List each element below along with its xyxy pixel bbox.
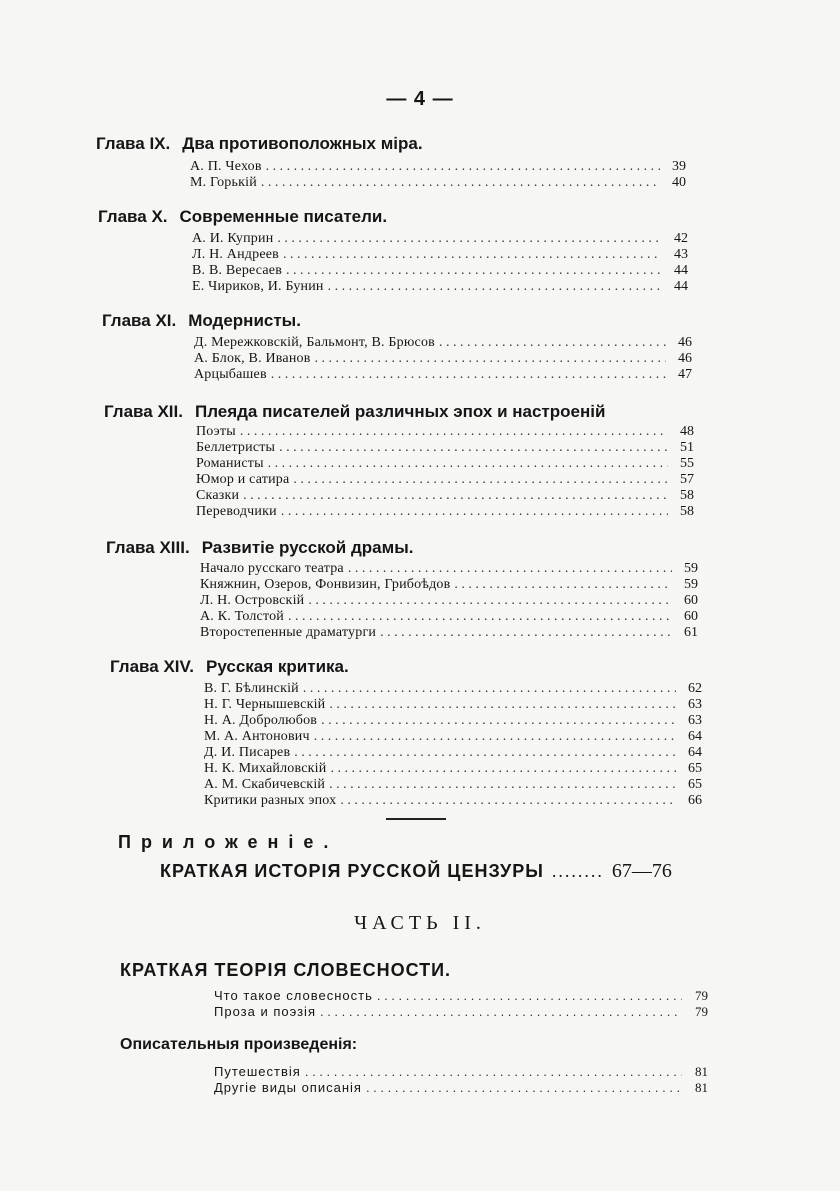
chapter-title: Современные писатели. (179, 207, 388, 226)
dot-leader (329, 777, 676, 793)
entry-title: Н. А. Добролюбов (204, 713, 318, 728)
chapter-13-entries (200, 561, 698, 641)
entry-title: Д. Мережковскій, Бальмонт, В. Брюсов (194, 335, 435, 350)
chapter-title: Русская критика. (206, 657, 349, 676)
entry-title: Второстепенные драматурги (200, 625, 377, 640)
chapter-label: Глава X. (98, 207, 168, 226)
entry-title: Арцыбашев (194, 367, 267, 382)
toc-entry (196, 456, 694, 472)
entry-page: 79 (695, 1004, 708, 1019)
entry-title: Л. Н. Андреев (192, 247, 279, 262)
toc-entry (200, 609, 698, 625)
descriptive-entries (214, 1064, 708, 1096)
chapter-14-entries (204, 681, 702, 809)
toc-entry (204, 793, 702, 809)
entry-title: Другіе виды описанія (214, 1080, 362, 1095)
toc-entry (204, 713, 702, 729)
chapter-label: Глава XI. (102, 311, 177, 330)
dot-leader (315, 351, 666, 367)
toc-entry (200, 625, 698, 641)
appendix-entry (160, 860, 708, 883)
appendix-title: КРАТКАЯ ИСТОРІЯ РУССКОЙ ЦЕНЗУРЫ (160, 861, 544, 881)
dot-leader (330, 761, 676, 777)
descriptive-title: Описательныя произведенія: (120, 1036, 358, 1053)
chapter-label: Глава XII. (104, 402, 183, 421)
dot-leader (314, 729, 676, 745)
entry-page: 44 (674, 263, 688, 278)
dot-leader (366, 1080, 682, 1096)
chapter-heading (98, 207, 387, 227)
entry-title: Путешествія (214, 1064, 301, 1079)
entry-page: 65 (688, 777, 702, 792)
part-title: ЧАСТЬ II. (354, 912, 486, 934)
entry-title: Юмор и сатира (196, 472, 290, 487)
toc-entry (194, 335, 692, 351)
theory-entries (214, 988, 708, 1020)
entry-page: 65 (688, 761, 702, 776)
dot-leader (305, 1064, 682, 1080)
dot-leader (328, 279, 662, 295)
appendix-leader: ........ (551, 861, 604, 881)
entry-title: Романисты (196, 456, 264, 471)
dot-leader (293, 472, 668, 488)
entry-page: 81 (695, 1080, 708, 1095)
toc-entry (196, 488, 694, 504)
appendix-pages: 67—76 (611, 860, 672, 882)
toc-entry (214, 1004, 708, 1020)
entry-title: М. А. Антонович (204, 729, 310, 744)
chapter-14 (110, 657, 349, 681)
entry-title: Беллетристы (196, 440, 276, 455)
entry-title: Переводчики (196, 504, 277, 519)
entry-page: 46 (678, 335, 692, 350)
toc-entry (200, 561, 698, 577)
entry-page: 55 (680, 456, 694, 471)
toc-entry (196, 424, 694, 440)
entry-title: В. В. Вересаев (192, 263, 283, 278)
dot-leader (380, 625, 672, 641)
chapter-label: Глава XIII. (106, 538, 190, 557)
entry-title: А. П. Чехов (190, 159, 262, 174)
chapter-title: Модернисты. (188, 311, 301, 330)
toc-entry (214, 988, 708, 1004)
dot-leader (281, 504, 668, 520)
entry-title: В. Г. Бѣлинскій (204, 681, 299, 696)
entry-title: Л. Н. Островскій (200, 593, 305, 608)
toc-entry (196, 472, 694, 488)
entry-title: Поэты (196, 424, 236, 439)
entry-title: М. Горькій (190, 175, 257, 190)
toc-entry (204, 745, 702, 761)
dot-leader (340, 793, 676, 809)
chapter-10-entries (192, 231, 688, 295)
dot-leader (243, 488, 668, 504)
chapter-heading (110, 657, 349, 677)
toc-entry (194, 367, 692, 383)
entry-page: 60 (684, 593, 698, 608)
toc-entry (190, 175, 686, 191)
chapter-title: Плеяда писателей различных эпох и настроеній (194, 402, 606, 421)
chapter-heading (102, 311, 301, 331)
dot-leader (283, 247, 662, 263)
entry-page: 64 (688, 729, 702, 744)
entry-title: Начало русскаго театра (200, 561, 344, 576)
chapter-label: Глава XIV. (110, 657, 195, 676)
page-number: — 4 — (386, 88, 454, 110)
entry-page: 57 (680, 472, 694, 487)
entry-page: 48 (680, 424, 694, 439)
dot-leader (266, 159, 660, 175)
chapter-10 (98, 207, 387, 231)
entry-page: 43 (674, 247, 688, 262)
entry-page: 51 (680, 440, 694, 455)
section-divider (386, 818, 446, 820)
entry-page: 46 (678, 351, 692, 366)
entry-page: 58 (680, 488, 694, 503)
chapter-9-entries (190, 159, 686, 191)
toc-entry (196, 504, 694, 520)
toc-entry (200, 577, 698, 593)
chapter-heading (106, 538, 413, 558)
entry-title: Д. И. Писарев (204, 745, 291, 760)
dot-leader (303, 681, 676, 697)
entry-page: 61 (684, 625, 698, 640)
entry-page: 44 (674, 279, 688, 294)
toc-entry (214, 1064, 708, 1080)
entry-page: 63 (688, 713, 702, 728)
toc-entry (192, 231, 688, 247)
entry-title: Н. Г. Чернышевскій (204, 697, 326, 712)
toc-entry (194, 351, 692, 367)
toc-entry (204, 729, 702, 745)
entry-page: 39 (672, 159, 686, 174)
entry-title: А. Блок, В. Иванов (194, 351, 311, 366)
dot-leader (261, 175, 660, 191)
chapter-heading (96, 134, 423, 154)
toc-entry (196, 440, 694, 456)
entry-page: 47 (678, 367, 692, 382)
dot-leader (439, 335, 666, 351)
dot-leader (308, 593, 672, 609)
toc-entry (204, 681, 702, 697)
dot-leader (320, 1004, 682, 1020)
entry-page: 64 (688, 745, 702, 760)
chapter-13 (106, 538, 413, 562)
chapter-title: Два противоположных міра. (182, 134, 423, 153)
dot-leader (240, 424, 668, 440)
dot-leader (321, 713, 676, 729)
toc-entry (204, 761, 702, 777)
toc-entry (190, 159, 686, 175)
dot-leader (268, 456, 668, 472)
entry-page: 42 (674, 231, 688, 246)
entry-page: 79 (695, 988, 708, 1003)
chapter-11-entries (194, 335, 692, 383)
entry-page: 81 (695, 1064, 708, 1079)
chapter-11 (102, 311, 301, 335)
entry-title: Сказки (196, 488, 240, 503)
toc-entry (204, 697, 702, 713)
dot-leader (271, 367, 666, 383)
toc-entry (192, 247, 688, 263)
chapter-label: Глава IX. (96, 134, 171, 153)
chapter-12 (104, 402, 605, 426)
appendix-label: Приложеніе. (118, 832, 339, 852)
entry-title: А. М. Скабичевскій (204, 777, 326, 792)
entry-title: А. И. Куприн (192, 231, 274, 246)
entry-page: 59 (684, 577, 698, 592)
entry-page: 63 (688, 697, 702, 712)
entry-title: А. К. Толстой (200, 609, 284, 624)
entry-page: 59 (684, 561, 698, 576)
entry-title: Что такое словесность (214, 988, 373, 1003)
dot-leader (454, 577, 672, 593)
theory-title: КРАТКАЯ ТЕОРІЯ СЛОВЕСНОСТИ. (120, 960, 452, 980)
dot-leader (277, 231, 662, 247)
dot-leader (377, 988, 682, 1004)
entry-page: 40 (672, 175, 686, 190)
entry-page: 66 (688, 793, 702, 808)
toc-entry (214, 1080, 708, 1096)
entry-page: 62 (688, 681, 702, 696)
toc-entry (192, 279, 688, 295)
toc-entry (204, 777, 702, 793)
entry-page: 60 (684, 609, 698, 624)
entry-page: 58 (680, 504, 694, 519)
entry-title: Проза и поэзія (214, 1004, 316, 1019)
dot-leader (279, 440, 668, 456)
chapter-heading (104, 402, 605, 422)
toc-entry (200, 593, 698, 609)
chapter-12-entries (196, 424, 694, 520)
dot-leader (286, 263, 662, 279)
dot-leader (329, 697, 676, 713)
toc-entry (192, 263, 688, 279)
chapter-title: Развитіе русской драмы. (201, 538, 414, 557)
chapter-9 (96, 134, 423, 158)
entry-title: Критики разных эпох (204, 793, 337, 808)
dot-leader (288, 609, 672, 625)
dot-leader (348, 561, 672, 577)
entry-title: Княжнин, Озеров, Фонвизин, Грибоѣдов (200, 577, 451, 592)
dot-leader (294, 745, 676, 761)
entry-title: Е. Чириков, И. Бунин (192, 279, 324, 294)
entry-title: Н. К. Михайловскій (204, 761, 327, 776)
